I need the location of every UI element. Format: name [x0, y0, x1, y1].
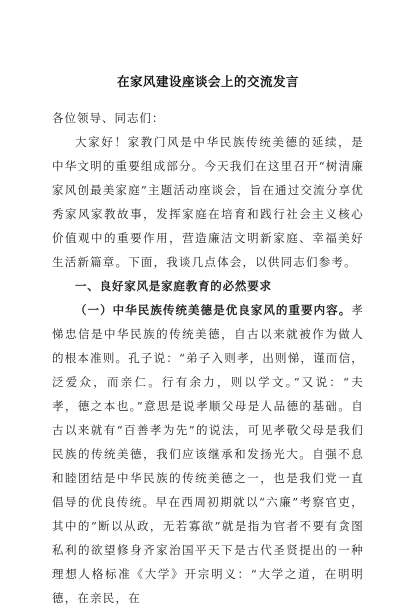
- intro-paragraph: 大家好！家教门风是中华民族传统美德的延续，是中华文明的重要组成部分。今天我们在这里召开“树清廉家风创最美家庭”主题活动座谈会，旨在通过交流分享优秀家风家教故事，发挥家庭在培育和践行社会主义核心价值观中的重要作用，营造廉洁文明新家庭、幸福美好生活新篇章。下面，我谈几点体会，以供同志们参考。: [52, 135, 364, 269]
- subsection-paragraph: [52, 298, 364, 610]
- section-heading: 一、良好家风是家庭教育的必然要求: [75, 279, 272, 293]
- salutation: 各位领导、同志们：: [52, 111, 165, 125]
- subsection-heading: （一）中华民族传统美德是优良家风的重要内容。: [75, 303, 352, 317]
- subsection-body: 孝悌忠信是中华民族的传统美德，自古以来就被作为做人的根本准则。孔子说：“弟子入则孝，出则悌，谨而信，泛爱众，而亲仁。行有余力，则以学文。”又说：“夫孝，德之本也。”意思是说孝顺父母是人品德的基础。自古以来就有“百善孝为先”的说法，可见孝敬父母是我们民族的传统美德，我们应该继承和发扬光大。自强不息和睦团结是中华民族的传统美德之一，也是我们党一直倡导的优良传统。早在西周初期就以“六廉”考察官吏，其中的“断以从政，无若寡欲”就是指为官者不要有贪图私利的欲望修身齐家治国平天下是古代圣贤提出的一种理想人格标准《大学》开宗明义：“大学之道，在明明德，在亲民，在: [52, 303, 364, 605]
- document-title: 在家风建设座谈会上的交流发言: [116, 74, 299, 89]
